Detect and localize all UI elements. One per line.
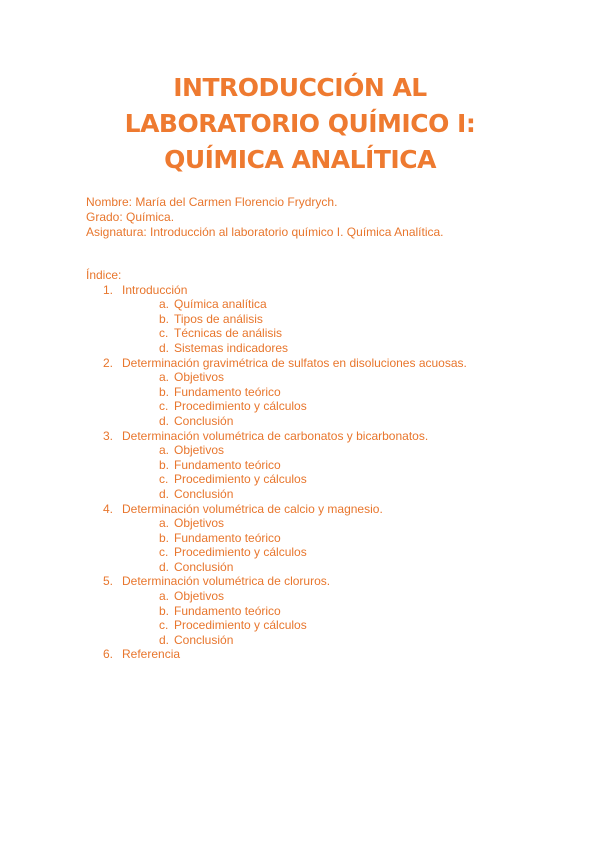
toc-subsection-item <box>159 312 467 327</box>
toc-subsection-letter: a. <box>159 370 170 385</box>
toc-subsection-letter: c. <box>159 399 169 414</box>
toc-subsection-item <box>159 399 467 414</box>
author-name: Nombre: María del Carmen Florencio Frydrych. <box>86 195 338 209</box>
toc-subsection-label: Conclusión <box>174 559 234 574</box>
toc-section-number: 3. <box>103 428 114 443</box>
toc-subsection-item <box>159 618 467 633</box>
index-heading: Índice: <box>86 268 122 282</box>
toc-subsection-item <box>159 516 467 531</box>
toc-subsection-item <box>159 560 467 575</box>
toc-subsection-list <box>122 589 467 647</box>
toc-subsection-letter: a. <box>159 443 170 458</box>
toc-subsection-letter: b. <box>159 311 170 326</box>
toc-subsection-item <box>159 472 467 487</box>
toc-subsection-item <box>159 589 467 604</box>
toc-section-label: Determinación volumétrica de calcio y magnesio. <box>122 501 383 516</box>
toc-section-label: Referencia <box>122 647 181 662</box>
toc-section-item <box>86 283 467 356</box>
toc-subsection-item <box>159 545 467 560</box>
toc-subsection-letter: b. <box>159 530 170 545</box>
toc-subsection-label: Fundamento teórico <box>174 457 281 472</box>
toc-section-item <box>86 356 467 429</box>
toc-subsection-letter: b. <box>159 384 170 399</box>
toc-section-item <box>86 574 467 647</box>
toc-section-label: Determinación volumétrica de carbonatos y bicarbonatos. <box>122 428 429 443</box>
toc-subsection-list <box>122 516 467 574</box>
title-line-1: INTRODUCCIÓN AL <box>173 73 427 102</box>
degree: Grado: Química. <box>86 210 175 224</box>
document-meta <box>86 195 444 240</box>
toc-subsection-item <box>159 370 467 385</box>
toc-subsection-label: Técnicas de análisis <box>174 326 283 341</box>
document-title <box>0 70 600 178</box>
toc-subsection-item <box>159 443 467 458</box>
toc-subsection-label: Fundamento teórico <box>174 384 281 399</box>
toc-subsection-item <box>159 414 467 429</box>
toc-subsection-list <box>122 370 467 428</box>
toc-subsection-letter: b. <box>159 603 170 618</box>
toc-subsection-label: Procedimiento y cálculos <box>174 545 307 560</box>
toc-subsection-item <box>159 531 467 546</box>
toc-subsection-letter: b. <box>159 457 170 472</box>
toc-subsection-letter: c. <box>159 472 169 487</box>
toc-subsection-label: Conclusión <box>174 632 234 647</box>
title-line-3: QUÍMICA ANALÍTICA <box>164 145 436 174</box>
title-line-2: LABORATORIO QUÍMICO I: <box>124 109 476 138</box>
toc-subsection-item <box>159 385 467 400</box>
toc-section-label: Introducción <box>122 282 188 297</box>
toc-subsection-label: Procedimiento y cálculos <box>174 472 307 487</box>
toc-subsection-label: Sistemas indicadores <box>174 340 289 355</box>
toc-subsection-label: Objetivos <box>174 443 225 458</box>
toc-subsection-label: Fundamento teórico <box>174 603 281 618</box>
toc-section-number: 5. <box>103 574 114 589</box>
toc-section-number: 6. <box>103 647 114 662</box>
toc-section-label: Determinación gravimétrica de sulfatos en disoluciones acuosas. <box>122 355 467 370</box>
toc-subsection-item <box>159 458 467 473</box>
subject: Asignatura: Introducción al laboratorio químico I. Química Analítica. <box>86 225 444 239</box>
toc-subsection-letter: c. <box>159 545 169 560</box>
toc-subsection-letter: d. <box>159 486 170 501</box>
toc-subsection-letter: a. <box>159 516 170 531</box>
toc-section-item <box>86 647 467 662</box>
toc-section-label: Determinación volumétrica de cloruros. <box>122 574 331 589</box>
toc-subsection-letter: c. <box>159 618 169 633</box>
toc-subsection-label: Objetivos <box>174 516 225 531</box>
toc-section-item <box>86 502 467 575</box>
toc-subsection-list <box>122 297 467 355</box>
toc-subsection-label: Tipos de análisis <box>174 311 263 326</box>
toc-subsection-letter: a. <box>159 589 170 604</box>
toc-subsection-label: Conclusión <box>174 486 234 501</box>
toc-list <box>86 283 467 662</box>
toc-subsection-label: Química analítica <box>174 297 267 312</box>
toc-subsection-label: Procedimiento y cálculos <box>174 399 307 414</box>
toc-subsection-item <box>159 487 467 502</box>
toc-subsection-letter: c. <box>159 326 169 341</box>
toc-subsection-label: Objetivos <box>174 589 225 604</box>
toc-subsection-label: Conclusión <box>174 413 234 428</box>
toc-subsection-letter: d. <box>159 632 170 647</box>
toc-subsection-item <box>159 326 467 341</box>
toc-section-item <box>86 429 467 502</box>
toc-section-number: 2. <box>103 355 114 370</box>
toc-subsection-letter: a. <box>159 297 170 312</box>
toc-subsection-letter: d. <box>159 340 170 355</box>
toc-subsection-item <box>159 297 467 312</box>
toc-section-number: 1. <box>103 282 114 297</box>
toc-subsection-label: Procedimiento y cálculos <box>174 618 307 633</box>
toc-subsection-label: Fundamento teórico <box>174 530 281 545</box>
toc-subsection-letter: d. <box>159 559 170 574</box>
toc-section-number: 4. <box>103 501 114 516</box>
toc-subsection-item <box>159 604 467 619</box>
toc-subsection-label: Objetivos <box>174 370 225 385</box>
table-of-contents <box>86 268 467 662</box>
toc-subsection-item <box>159 341 467 356</box>
toc-subsection-letter: d. <box>159 413 170 428</box>
toc-subsection-item <box>159 633 467 648</box>
toc-subsection-list <box>122 443 467 501</box>
